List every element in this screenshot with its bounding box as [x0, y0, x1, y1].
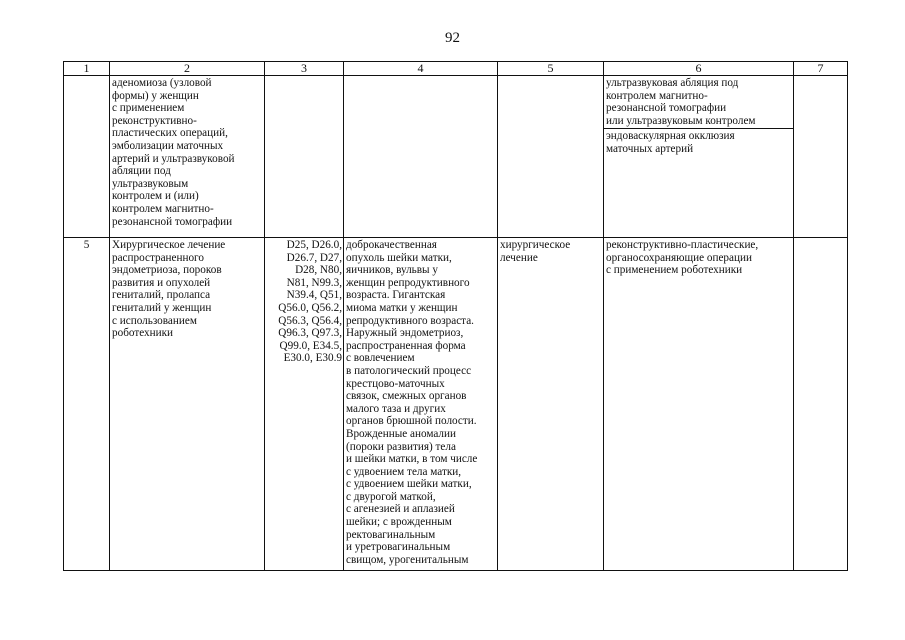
table-row: [64, 238, 848, 571]
patient-model-cell: доброкачественная опухоль шейки матки, яичников, вульвы у женщин репродуктивного возраста. Гигантская миома матки у женщин репродуктивного возраста. Наружный эндометриоз, распространенная форма с вовлечением в патологический процесс крестцово-маточных связок, смежных органов малого таза и других органов брюшной полости. Врожденные аномалии (пороки развития) тела и шейки матки, в том числе с удвоением тела матки, с удвоением шейки матки, с двурогой маткой, с агенезией и аплазией шейки; с врожденным ректовагинальным и уретровагинальным свищом, урогенитальным: [344, 238, 498, 571]
column-header-5: 5: [498, 62, 604, 76]
icd-codes-cell: [265, 76, 344, 238]
row-number-cell: [64, 76, 110, 238]
treatment-method-part: ультразвуковая абляция под контролем магнитно- резонансной томографии или ультразвуковым контролем: [604, 76, 793, 129]
care-type-name-cell: Хирургическое лечение распространенного эндометриоза, пороков развития и опухолей гениталий, пролапса гениталий у женщин с использованием роботехники: [110, 238, 265, 571]
treatment-type-cell: [498, 76, 604, 238]
column-header-7: 7: [794, 62, 848, 76]
column-number-header-row: [64, 62, 848, 76]
row-number-cell: 5: [64, 238, 110, 571]
column-header-6: 6: [604, 62, 794, 76]
extra-column-cell: [794, 76, 848, 238]
table-row: [64, 76, 848, 238]
page-number: 92: [445, 30, 460, 46]
column-header-3: 3: [265, 62, 344, 76]
icd-codes-cell: D25, D26.0, D26.7, D27, D28, N80, N81, N99.3, N39.4, Q51, Q56.0, Q56.2, Q56.3, Q56.4, Q96.3, Q97.3, Q99.0, E34.5, E30.0, E30.9: [265, 238, 344, 571]
treatment-type-cell: хирургическое лечение: [498, 238, 604, 571]
column-header-2: 2: [110, 62, 265, 76]
extra-column-cell: [794, 238, 848, 571]
treatment-method-cell: реконструктивно-пластические, органосохраняющие операции с применением роботехники: [604, 238, 794, 571]
medical-care-table: [63, 61, 848, 571]
treatment-method-cell: [604, 76, 794, 238]
treatment-method-part: эндоваскулярная окклюзия маточных артерий: [606, 130, 735, 155]
patient-model-cell: [344, 76, 498, 238]
column-header-1: 1: [64, 62, 110, 76]
column-header-4: 4: [344, 62, 498, 76]
care-type-name-cell: аденомиоза (узловой формы) у женщин с применением реконструктивно- пластических операций, эмболизации маточных артерий и ультразвуковой абляции под ультразвуковым контролем и (или) контролем магнитно- резонансной томографии: [110, 76, 265, 238]
